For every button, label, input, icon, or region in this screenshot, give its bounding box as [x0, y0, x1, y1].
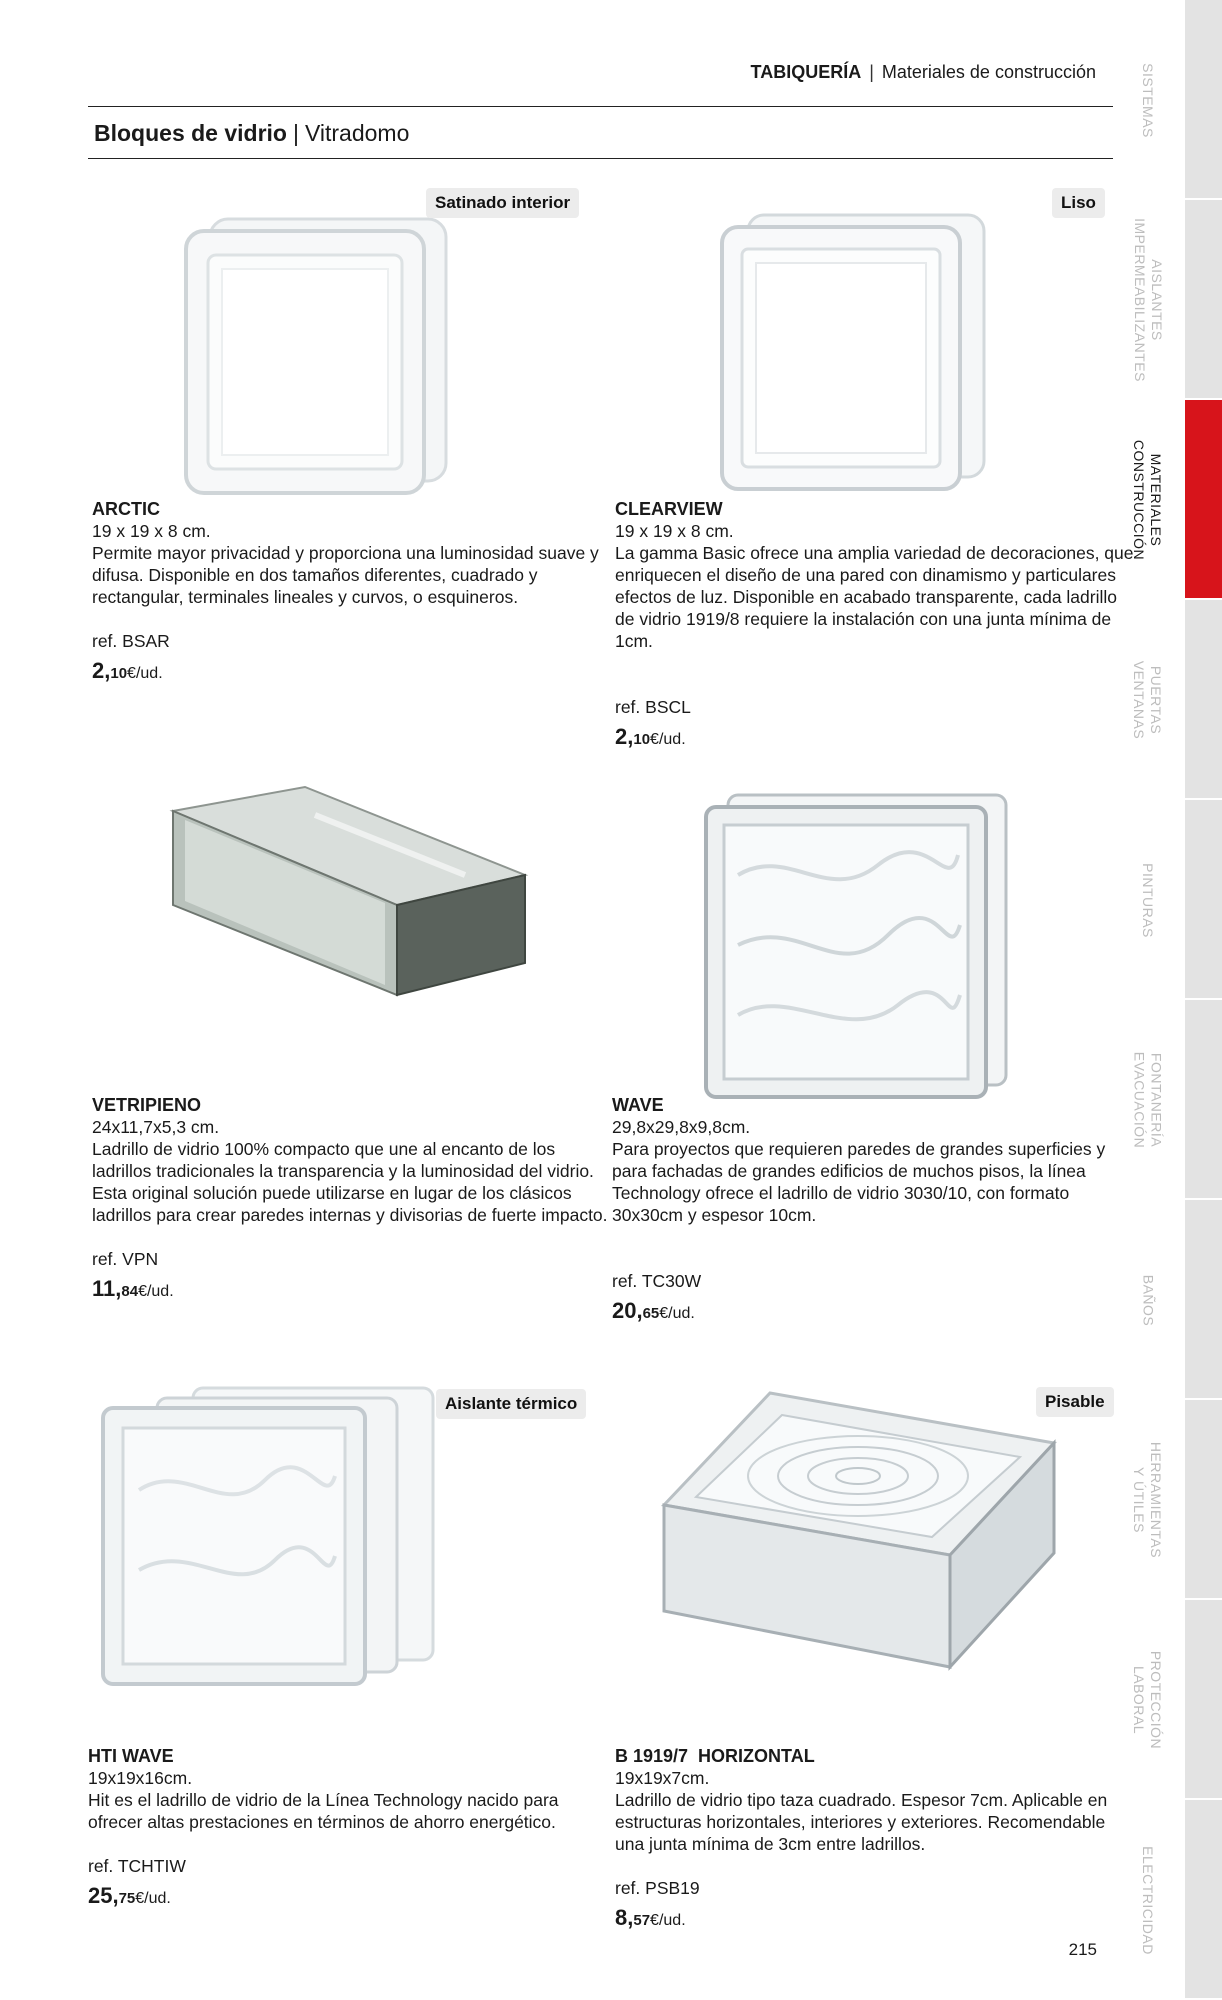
- side-nav-label: AISLANTES IMPERMEABILIZANTES: [1131, 218, 1165, 382]
- side-tab-aislantes[interactable]: [1185, 200, 1222, 400]
- price-unit: €/ud.: [650, 1912, 686, 1929]
- side-nav-item-aislantes[interactable]: [1110, 200, 1185, 400]
- price-decimals: 57: [633, 1912, 651, 1929]
- side-nav-label: FONTANERÍA EVACUACIÓN: [1131, 1051, 1165, 1149]
- product-name: ARCTIC: [92, 499, 160, 519]
- product-description: Permite mayor privacidad y proporciona una luminosidad suave y difusa. Disponible en dos tamaños diferentes, cuadrado y rectangular, terminales lineales y curvos, o esquineros.: [92, 543, 599, 607]
- price-decimals: 65: [642, 1305, 660, 1322]
- title-separator: |: [292, 120, 299, 146]
- b19197-horizontal-glass-block-image: [660, 1385, 1060, 1675]
- price-unit: €/ud.: [127, 665, 163, 682]
- side-nav-item-banos[interactable]: [1110, 1200, 1185, 1400]
- price-unit: €/ud.: [135, 1890, 171, 1907]
- product-description: Para proyectos que requieren paredes de grandes superficies y para fachadas de grandes edificios de muchos pisos, la línea Technology ofrece el ladrillo de vidrio 3030/10, con formato 30x30cm y espesor 10cm.: [612, 1139, 1106, 1225]
- product-description: La gamma Basic ofrece una amplia variedad de decoraciones, que enriquecen el diseño de una pared con dinamismo y particulares efectos de luz. Disponible en acabado transparente, cada ladrillo de vidrio 1919/8 requiere la instalación con una junta mínima de 1cm.: [615, 543, 1134, 651]
- subsection-title: Materiales de construcción: [881, 62, 1096, 82]
- page-header: [751, 62, 1096, 83]
- product-description: Ladrillo de vidrio 100% compacto que une al encanto de los ladrillos tradicionales la transparencia y la luminosidad del vidrio. Esta original solución puede utilizarse en lugar de los clásicos ladrillos para crear paredes internas y divisorias de fuerte impacto.: [92, 1139, 608, 1225]
- side-nav-item-fontaneria[interactable]: [1110, 1000, 1185, 1200]
- product-ref: ref. VPN: [92, 1249, 159, 1269]
- product-size: 19x19x7cm.: [615, 1768, 710, 1788]
- side-nav-item-herramientas[interactable]: [1110, 1400, 1185, 1600]
- product-vetripieno: [92, 1094, 612, 1303]
- side-nav-label: PUERTAS VENTANAS: [1131, 660, 1165, 740]
- side-tab-sistemas[interactable]: [1185, 0, 1222, 200]
- price-integer: 2,: [615, 724, 634, 749]
- product-price: [615, 1907, 1135, 1932]
- header-rule: [88, 106, 1113, 107]
- price-decimals: 10: [633, 731, 651, 748]
- product-name: VETRIPIENO: [92, 1095, 202, 1115]
- section-title: TABIQUERÍA: [750, 62, 862, 82]
- hti-wave-glass-block-image: [95, 1380, 445, 1690]
- side-nav-label: MATERIALES CONSTRUCCIÓN: [1131, 439, 1165, 561]
- page-title-brand: Vitradomo: [304, 120, 410, 146]
- title-rule: [88, 158, 1113, 159]
- page-title-main: Bloques de vidrio: [94, 120, 287, 146]
- product-description: Ladrillo de vidrio tipo taza cuadrado. Espesor 7cm. Aplicable en estructuras horizontales, interiores y exteriores. Recomendable una junta mínima de 3cm entre ladrillos.: [615, 1790, 1108, 1854]
- side-tab-electricidad[interactable]: [1185, 1800, 1222, 2000]
- side-nav-item-puertas[interactable]: [1110, 600, 1185, 800]
- product-size: 19 x 19 x 8 cm.: [92, 521, 211, 541]
- product-arctic: [92, 498, 612, 685]
- product-hti-wave: [88, 1745, 608, 1910]
- price-decimals: 10: [110, 665, 128, 682]
- wave-glass-block-image: [698, 785, 1018, 1105]
- product-ref: ref. BSAR: [92, 631, 170, 651]
- price-unit: €/ud.: [138, 1283, 174, 1300]
- price-unit: €/ud.: [650, 731, 686, 748]
- side-nav-label: PROTECCIÓN LABORAL: [1131, 1650, 1165, 1750]
- side-tab-fontaneria[interactable]: [1185, 1000, 1222, 1200]
- product-size: 19 x 19 x 8 cm.: [615, 521, 734, 541]
- arctic-glass-block-image: [178, 205, 458, 505]
- product-price: [92, 1278, 612, 1303]
- page-title: [94, 120, 409, 147]
- product-price: [615, 726, 1135, 751]
- product-description: Hit es el ladrillo de vidrio de la Línea Technology nacido para ofrecer altas prestaciones en términos de ahorro energético.: [88, 1790, 559, 1832]
- tag-aislante-termico: Aislante térmico: [436, 1389, 586, 1419]
- product-price: [92, 660, 612, 685]
- side-tab-puertas[interactable]: [1185, 600, 1222, 800]
- price-decimals: 75: [118, 1890, 136, 1907]
- clearview-glass-block-image: [712, 205, 992, 505]
- product-clearview: [615, 498, 1135, 751]
- side-tab-pinturas[interactable]: [1185, 800, 1222, 1000]
- side-nav-tabs: [1185, 0, 1222, 2000]
- side-nav-label: BAÑOS: [1139, 1274, 1156, 1326]
- tag-liso: Liso: [1052, 188, 1105, 218]
- page-number: 215: [1068, 1940, 1097, 1959]
- price-integer: 20,: [612, 1298, 643, 1323]
- product-ref: ref. TCHTIW: [88, 1856, 186, 1876]
- product-price: [612, 1300, 1132, 1325]
- side-nav-item-proteccion[interactable]: [1110, 1600, 1185, 1800]
- price-integer: 25,: [88, 1883, 119, 1908]
- product-name: CLEARVIEW: [615, 499, 723, 519]
- price-decimals: 84: [121, 1283, 139, 1300]
- product-b19197-horizontal: [615, 1745, 1135, 1932]
- price-integer: 11,: [92, 1276, 122, 1301]
- header-separator: |: [869, 62, 874, 82]
- product-ref: ref. TC30W: [612, 1271, 702, 1291]
- price-integer: 8,: [615, 1905, 634, 1930]
- side-nav-label: PINTURAS: [1139, 862, 1156, 938]
- product-ref: ref. BSCL: [615, 697, 691, 717]
- tag-pisable: Pisable: [1036, 1387, 1114, 1417]
- product-size: 19x19x16cm.: [88, 1768, 193, 1788]
- side-nav-item-pinturas[interactable]: [1110, 800, 1185, 1000]
- side-tab-materiales[interactable]: [1185, 400, 1222, 600]
- side-nav-item-electricidad[interactable]: [1110, 1800, 1185, 2000]
- vetripieno-glass-brick-image: [165, 775, 535, 1015]
- price-unit: €/ud.: [659, 1305, 695, 1322]
- product-name: HTI WAVE: [88, 1746, 174, 1766]
- side-nav-label: ELECTRICIDAD: [1140, 1845, 1156, 1955]
- side-tab-proteccion[interactable]: [1185, 1600, 1222, 1800]
- side-nav-label: HERRAMIENTAS Y ÚTILES: [1131, 1441, 1165, 1559]
- side-nav-item-sistemas[interactable]: [1110, 0, 1185, 200]
- side-nav-label: SISTEMAS: [1139, 62, 1156, 138]
- tag-satinado-interior: Satinado interior: [426, 188, 579, 218]
- product-wave: [612, 1094, 1132, 1325]
- side-nav-item-materiales[interactable]: [1110, 400, 1185, 600]
- price-integer: 2,: [92, 658, 111, 683]
- side-tab-herramientas[interactable]: [1185, 1400, 1222, 1600]
- product-size: 29,8x29,8x9,8cm.: [612, 1117, 751, 1137]
- product-name: WAVE: [612, 1095, 664, 1115]
- side-nav-labels: [1110, 0, 1185, 2000]
- product-size: 24x11,7x5,3 cm.: [92, 1117, 220, 1137]
- side-tab-banos[interactable]: [1185, 1200, 1222, 1400]
- product-name: B 1919/7 HORIZONTAL: [615, 1746, 815, 1766]
- product-price: [88, 1885, 608, 1910]
- product-ref: ref. PSB19: [615, 1878, 700, 1898]
